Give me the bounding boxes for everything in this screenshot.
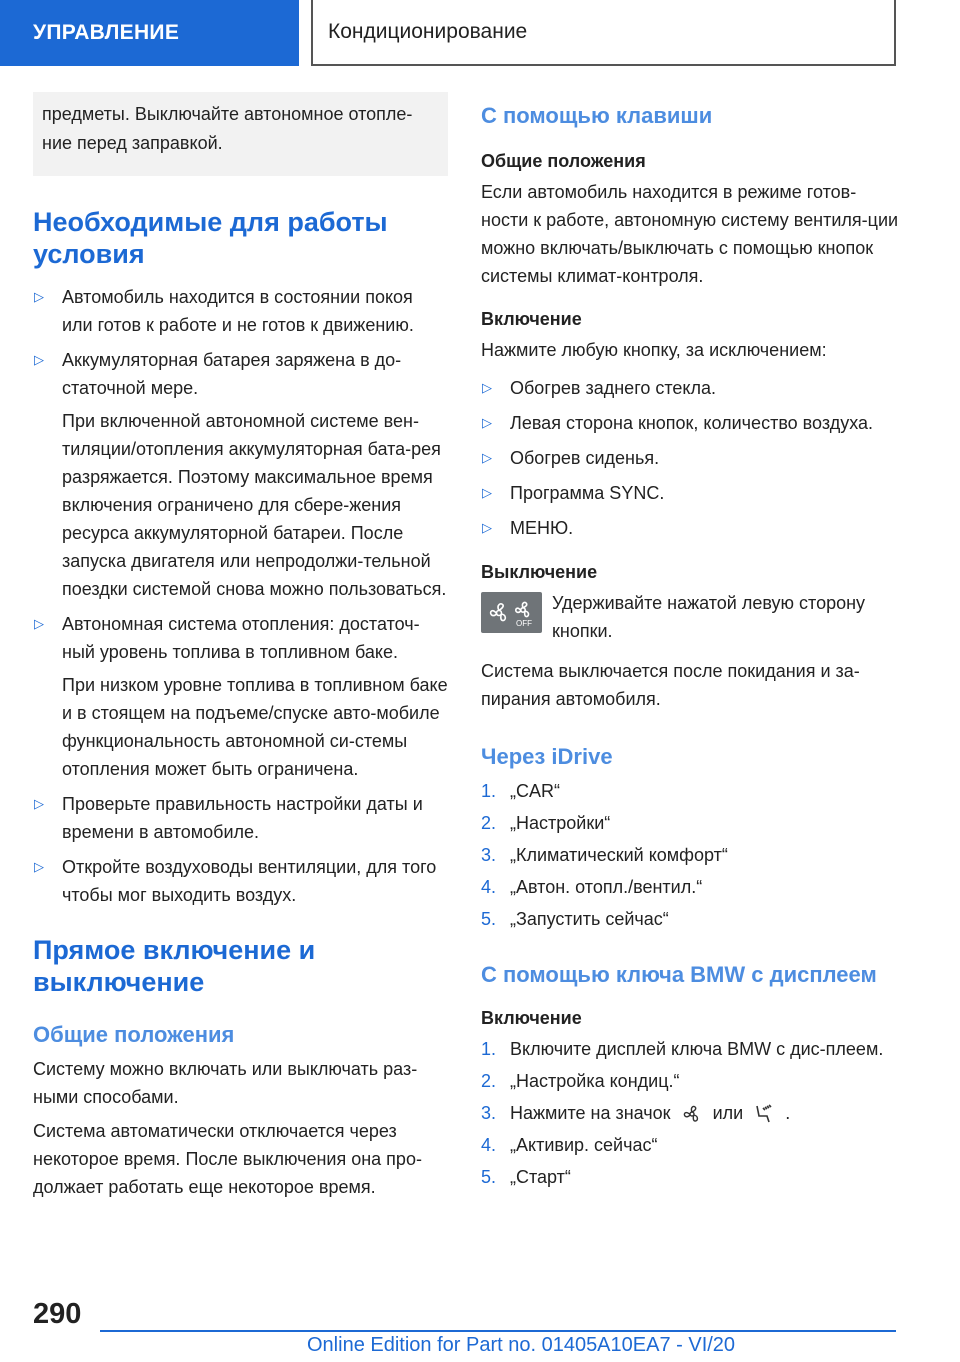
- list-item: [481, 374, 901, 402]
- switch-off-row: [481, 589, 901, 645]
- seat-fan-icon: [752, 1102, 776, 1126]
- list-item: [33, 790, 448, 846]
- heading-idrive: Через iDrive: [481, 744, 613, 769]
- triangle-right-icon: ▷: [34, 289, 44, 304]
- warning-box: [33, 92, 448, 176]
- section-tab: [0, 0, 299, 66]
- chapter-header: [311, 0, 896, 66]
- heading-requirements: Необходимые для работы условия: [33, 207, 388, 269]
- list-item: [481, 1035, 901, 1063]
- triangle-right-icon: ▷: [482, 485, 492, 500]
- general-paragraph-2: Система автоматически отключается через некоторое время. После выключения она про-должает работать еще некоторое время.: [33, 1121, 422, 1197]
- step-number: 1.: [481, 1039, 497, 1059]
- step-number: 3.: [481, 1103, 497, 1123]
- list-item-subtext: При включенной автономной системе вен-тиляции/отопления аккумуляторная бата-рея разряжается. Поэтому максимальное время включения ограничено для сбере-жения ресурса аккумуляторной батареи. После запуска двигателя или непродолжи-тельной поездки системой снова можно пользоваться.: [62, 411, 447, 599]
- footer-divider: [100, 1330, 896, 1332]
- fan-icon: [680, 1102, 704, 1126]
- heading-bmw-key: С помощью ключа BMW с дисплеем: [481, 962, 877, 987]
- key-steps: [481, 1035, 901, 1191]
- list-item-text: Левая сторона кнопок, количество воздуха.: [510, 413, 874, 433]
- triangle-right-icon: ▷: [482, 380, 492, 395]
- heading-general-right: Общие положения: [481, 151, 646, 171]
- list-item: [481, 1099, 901, 1127]
- fan-off-button-icon: [481, 592, 542, 633]
- heading-switch-on: Включение: [481, 309, 582, 329]
- step-number: 1.: [481, 781, 497, 801]
- list-item-subtext: При низком уровне топлива в топливном баке и в стоящем на подъеме/спуске авто-мобиле функциональность автономной си-стемы отопления может быть ограничена.: [62, 675, 448, 779]
- requirements-list: [33, 283, 448, 909]
- step-number: 5.: [481, 909, 497, 929]
- left-column: [33, 92, 448, 1207]
- step-text: „CAR“: [510, 781, 560, 801]
- step-number: 4.: [481, 1135, 497, 1155]
- general-text: Если автомобиль находится в режиме готов-ности к работе, автономную систему вентиля-ции можно включать/выключать с помощью кнопок системы климат-контроля.: [481, 182, 899, 286]
- list-item-text: Обогрев заднего стекла.: [510, 378, 717, 398]
- list-item: [481, 1067, 901, 1095]
- heading-switch-off: Выключение: [481, 562, 598, 582]
- page-number: 290: [33, 1298, 82, 1330]
- heading-general-left: Общие положения: [33, 1022, 235, 1047]
- heading-direct-switching: Прямое включение и выключение: [33, 935, 316, 997]
- list-item: [33, 610, 448, 783]
- list-item-text: Аккумуляторная батарея заряжена в до-статочной мере.: [62, 350, 402, 398]
- list-item: [481, 514, 901, 542]
- triangle-right-icon: ▷: [482, 415, 492, 430]
- step-text: „Климатический комфорт“: [510, 845, 728, 865]
- triangle-right-icon: ▷: [482, 450, 492, 465]
- step-text: „Запустить сейчас“: [510, 909, 669, 929]
- warning-text: предметы. Выключайте автономное отопле-ние перед заправкой.: [42, 104, 413, 153]
- idrive-steps: [481, 777, 901, 933]
- list-item: [481, 841, 901, 869]
- step-number: 2.: [481, 1071, 497, 1091]
- list-item: [33, 346, 448, 603]
- footer-edition: Online Edition for Part no. 01405A10EA7 - VI/20: [307, 1334, 736, 1356]
- step-text: „Автон. отопл./вентил.“: [510, 877, 703, 897]
- list-item: [481, 1163, 901, 1191]
- heading-key-switch-on: Включение: [481, 1008, 582, 1028]
- step-text: Нажмите на значок: [510, 1103, 671, 1123]
- list-item-text: Обогрев сиденья.: [510, 448, 660, 468]
- step-text-end: .: [785, 1103, 791, 1123]
- general-paragraph-1: Систему можно включать или выключать раз-ными способами.: [33, 1059, 418, 1107]
- triangle-right-icon: ▷: [34, 796, 44, 811]
- triangle-right-icon: ▷: [482, 520, 492, 535]
- list-item-text: МЕНЮ.: [510, 518, 574, 538]
- step-text: „Настройки“: [510, 813, 611, 833]
- exceptions-list: [481, 374, 901, 542]
- switch-on-text: Нажмите любую кнопку, за исключением:: [481, 340, 827, 360]
- list-item-text: Автомобиль находится в состоянии покоя или готов к работе и не готов к движению.: [62, 287, 414, 335]
- list-item: [481, 1131, 901, 1159]
- step-text: „Активир. сейчас“: [510, 1135, 658, 1155]
- list-item: [481, 809, 901, 837]
- right-column: [481, 92, 901, 1195]
- list-item: [481, 444, 901, 472]
- list-item-text: Автономная система отопления: достаточ-ный уровень топлива в топливном баке.: [62, 614, 420, 662]
- chapter-title: Кондиционирование: [328, 20, 528, 43]
- step-text: „Настройка кондиц.“: [510, 1071, 680, 1091]
- triangle-right-icon: ▷: [34, 352, 44, 367]
- step-text-or: или: [712, 1103, 744, 1123]
- off-icon-label: OFF: [515, 618, 532, 628]
- step-text: Включите дисплей ключа BMW с дис-плеем.: [510, 1039, 884, 1059]
- heading-button: С помощью клавиши: [481, 103, 713, 128]
- step-number: 5.: [481, 1167, 497, 1187]
- list-item-text: Программа SYNC.: [510, 483, 665, 503]
- list-item: [481, 777, 901, 805]
- list-item: [481, 905, 901, 933]
- switch-off-note: Система выключается после покидания и за-пирания автомобиля.: [481, 661, 860, 709]
- triangle-right-icon: ▷: [34, 616, 44, 631]
- step-text: „Старт“: [510, 1167, 571, 1187]
- list-item: [481, 409, 901, 437]
- list-item: [33, 283, 448, 339]
- list-item: [481, 873, 901, 901]
- step-number: 3.: [481, 845, 497, 865]
- list-item-text: Проверьте правильность настройки даты и времени в автомобиле.: [62, 794, 423, 842]
- list-item: [33, 853, 448, 909]
- list-item: [481, 479, 901, 507]
- switch-off-text: Удерживайте нажатой левую сторону кнопки.: [552, 593, 866, 641]
- step-number: 4.: [481, 877, 497, 897]
- step-number: 2.: [481, 813, 497, 833]
- triangle-right-icon: ▷: [34, 859, 44, 874]
- list-item-text: Откройте воздуховоды вентиляции, для того чтобы мог выходить воздух.: [62, 857, 437, 905]
- section-title: УПРАВЛЕНИЕ: [33, 21, 180, 44]
